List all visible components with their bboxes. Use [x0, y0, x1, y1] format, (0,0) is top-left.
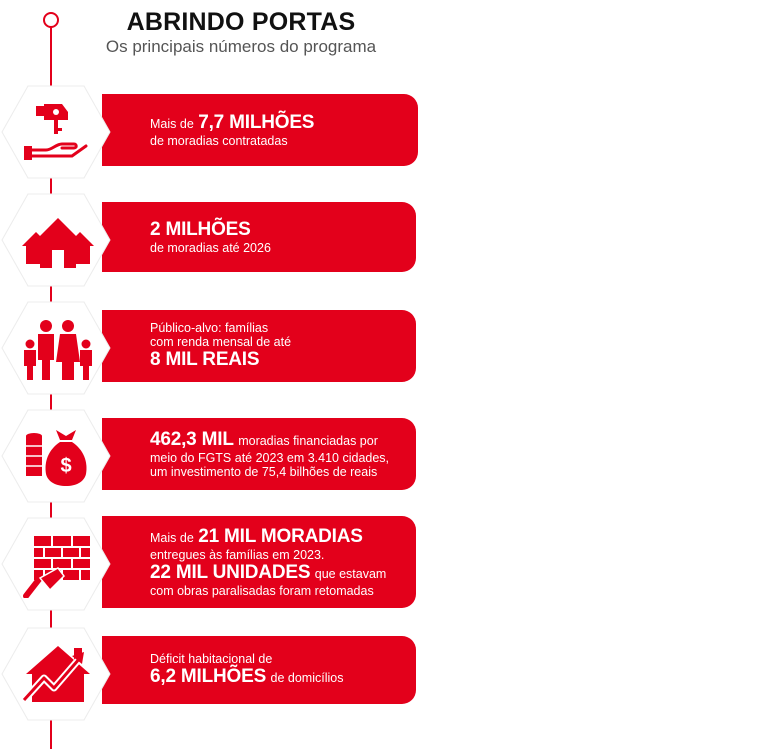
- stat-line-4: com obras paralisadas foram retomadas: [150, 584, 374, 598]
- page-title: ABRINDO PORTAS: [126, 8, 356, 36]
- stat-value: 6,2 MILHÕES: [150, 666, 267, 687]
- icon-hexagon: [0, 192, 112, 288]
- stat-description: de moradias contratadas: [150, 134, 288, 148]
- stat-row-fgts-financing: [0, 408, 420, 508]
- stat-row-target-audience: [0, 300, 420, 400]
- stat-line-1: Público-alvo: famílias: [150, 321, 269, 335]
- stat-banner: [102, 636, 416, 704]
- brick-wall-trowel-icon: [22, 530, 94, 598]
- stat-prefix: Mais de: [150, 531, 194, 545]
- stat-line-1: [150, 112, 404, 134]
- icon-hexagon: [0, 626, 112, 722]
- icon-hexagon: [0, 84, 112, 180]
- house-chart-icon: [22, 640, 94, 708]
- stat-row-delivered-homes: [0, 510, 420, 618]
- page-subtitle: Os principais números do programa: [105, 37, 377, 56]
- houses-icon: [22, 206, 94, 274]
- stat-prefix: Mais de: [150, 117, 194, 131]
- icon-hexagon: [0, 516, 112, 612]
- stat-banner: [102, 516, 416, 608]
- stat-value: 8 MIL REAIS: [150, 349, 260, 370]
- stat-line-2: meio do FGTS até 2023 em 3.410 cidades,: [150, 451, 390, 465]
- money-bag-icon: [22, 422, 94, 490]
- stat-line-1: [150, 429, 402, 451]
- stat-value: 2 MILHÕES: [150, 219, 251, 240]
- stat-banner: [102, 202, 416, 272]
- svg-text:$: $: [60, 455, 72, 477]
- icon-hexagon: [0, 300, 112, 396]
- stat-description: de moradias até 2026: [150, 241, 271, 255]
- timeline-start-dot: [43, 12, 59, 28]
- stat-row-homes-2026: [0, 192, 420, 292]
- stat-line-1: Déficit habitacional de: [150, 652, 273, 666]
- stat-row-contracted-homes: [0, 84, 420, 184]
- family-icon: [22, 314, 94, 382]
- stat-line-2: com renda mensal de até: [150, 335, 292, 349]
- key-hand-icon: [22, 98, 90, 166]
- stat-line-3: um investimento de 75,4 bilhões de reais: [150, 465, 378, 479]
- stat-value: 462,3 MIL: [150, 429, 234, 450]
- stat-value: 21 MIL MORADIAS: [198, 526, 363, 547]
- stat-suffix: de domicílios: [270, 671, 344, 685]
- stat-line-1: [150, 526, 402, 548]
- icon-hexagon: [0, 408, 112, 504]
- header: [96, 8, 386, 58]
- stat-value-2: 22 MIL UNIDADES: [150, 562, 311, 583]
- stat-suffix: moradias financiadas por: [238, 434, 378, 448]
- stat-line-2: [150, 666, 402, 688]
- stat-row-housing-deficit: [0, 626, 420, 726]
- stat-line-2: entregues às famílias em 2023.: [150, 548, 325, 562]
- stat-line-3: [150, 562, 402, 584]
- stat-banner: [102, 310, 416, 382]
- stat-suffix: que estavam: [314, 567, 387, 581]
- stat-banner: [102, 418, 416, 490]
- stat-banner: [102, 94, 418, 166]
- stat-value: 7,7 MILHÕES: [198, 112, 315, 133]
